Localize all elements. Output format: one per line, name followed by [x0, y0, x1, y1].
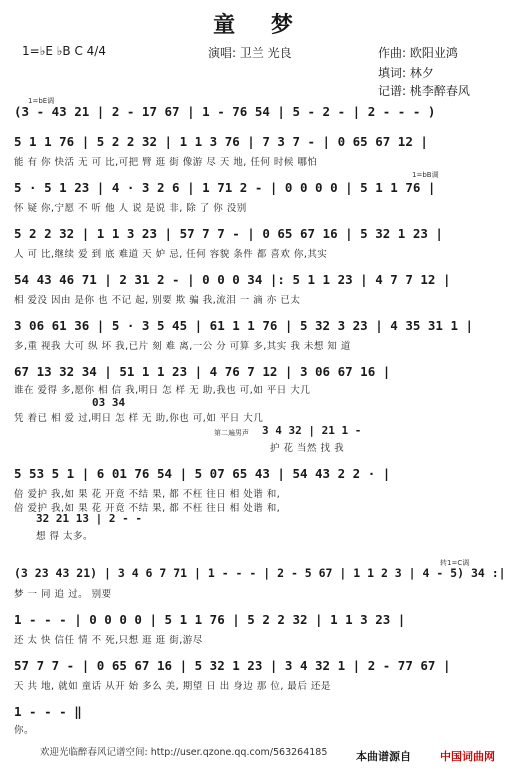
system-9-notes: (3 23 43 21) | 3 4 6 7 71 | 1 - - - | 2 - 5 67 | 1 1 2 3 | 4 - 5) 34 :|	[14, 566, 506, 580]
brand-source: 本曲谱源自	[356, 750, 411, 763]
system-6-notes: 3 06 61 36 | 5 · 3 5 45 | 61 1 1 76 | 5 32 3 23 | 4 35 31 1 |	[14, 318, 474, 333]
system-3-lyrics: 怀 疑 你,宁愿 不 听 他 人 说 是说 非, 除 了 你 没别	[14, 203, 247, 214]
system-12-lyrics: 你。	[14, 725, 35, 736]
system-3-notes: 5 · 5 1 23 | 4 · 3 2 6 | 1 71 2 - | 0 0 0 0 | 5 1 1 76 |	[14, 180, 436, 195]
lyricist: 填词: 林夕	[378, 66, 434, 80]
system-10-lyrics: 还 太 快 信任 情 不 死,只想 逛 逛 街,游尽	[14, 635, 203, 646]
alt-lyrics-3: 想 得 太多。	[36, 531, 94, 542]
system-2-lyrics: 能 有 你 快活 无 可 比,可把 臂 逛 街 像游 尽 天 地, 任何 时候 哪怕	[14, 157, 318, 168]
system-10-notes: 1 - - - | 0 0 0 0 | 5 1 1 76 | 5 2 2 32 | 1 1 3 23 |	[14, 612, 406, 627]
song-title: 童 梦	[213, 12, 307, 38]
key-change-2: 转1=C调	[440, 559, 470, 567]
system-2-notes: 5 1 1 76 | 5 2 2 32 | 1 1 3 76 | 7 3 7 - | 0 65 67 12 |	[14, 134, 428, 149]
system-11-lyrics: 天 共 地, 就如 童话 从开 始 多么 美, 期望 日 出 身边 那 位, 最后 还是	[14, 681, 331, 692]
alt-notes-2: 32 21 13 | 2 - -	[36, 512, 142, 525]
system-7-lyrics: 谁在 爱得 多,愿你 相 信 我,明日 怎 样 无 助,我也 可,如 平日 大几	[14, 385, 311, 396]
key-signature: 1=♭E ♭B C 4/4	[22, 44, 106, 58]
alt-lyrics-2: 倍 爱护 我,如 果 花 开竟 不结 果, 都 不枉 往日 相 处谐 和,	[14, 503, 281, 514]
system-4-notes: 5 2 2 32 | 1 1 3 23 | 57 7 7 - | 0 65 67 16 | 5 32 1 23 |	[14, 226, 443, 241]
system-5-lyrics: 相 爱没 因由 是你 也 不记 起, 别要 欺 骗 我,流泪 一 滴 亦 已太	[14, 295, 301, 306]
system-8-notes: 5 53 5 1 | 6 01 76 54 | 5 07 65 43 | 54 43 2 2 · |	[14, 466, 391, 481]
second-voice-label: 第二遍男声	[214, 429, 249, 437]
system-1-notes: (3 - 43 21 | 2 - 17 67 | 1 - 76 54 | 5 - 2 - | 2 - - - )	[14, 104, 436, 119]
footer-website: 欢迎光临醉春风记谱空间: http://user.qzone.qq.com/563264185	[40, 747, 328, 758]
system-12-notes: 1 - - - ‖	[14, 704, 82, 719]
key-change-1: 1=bB调	[412, 171, 439, 179]
alt-notes-1: 03 34	[92, 396, 126, 409]
system-7-notes: 67 13 32 34 | 51 1 1 23 | 4 76 7 12 | 3 06 67 16 |	[14, 364, 391, 379]
alt-lyrics-1: 凭 着已 相 爱 过,明日 怎 样 无 助,你也 可,如 平日 大几	[14, 413, 264, 424]
second-voice-lyrics: 护 花 当然 找 我	[270, 443, 345, 454]
system-5-notes: 54 43 46 71 | 2 31 2 - | 0 0 0 34 |: 5 1 1 23 | 4 7 7 12 |	[14, 272, 451, 287]
system-8-lyrics: 倍 爱护 我,如 果 花 开竟 不结 果, 都 不枉 往日 相 处谐 和,	[14, 489, 281, 500]
system-11-notes: 57 7 7 - | 0 65 67 16 | 5 32 1 23 | 3 4 32 1 | 2 - 77 67 |	[14, 658, 451, 673]
singers: 演唱: 卫兰 光良	[208, 46, 292, 60]
transcriber: 记谱: 桃李醉春风	[378, 84, 470, 98]
second-voice-notes: 3 4 32 | 21 1 -	[262, 424, 362, 437]
composer: 作曲: 欧阳业鸿	[378, 46, 458, 60]
system-9-lyrics: 梦 一 同 追 过。 别要	[14, 589, 112, 600]
system-6-lyrics: 多,重 视我 大可 纵 坏 我,已片 刻 难 离,一公 分 可算 多,其实 我 未想 知 道	[14, 341, 351, 352]
system-4-lyrics: 人 可 比,继续 爱 到 底 难道 天 妒 忌, 任何 容貌 条件 都 喜欢 你,其实	[14, 249, 328, 260]
brand-site-logo: 中国词曲网	[440, 750, 495, 763]
intro-key-mark: 1=bE调	[28, 97, 55, 105]
